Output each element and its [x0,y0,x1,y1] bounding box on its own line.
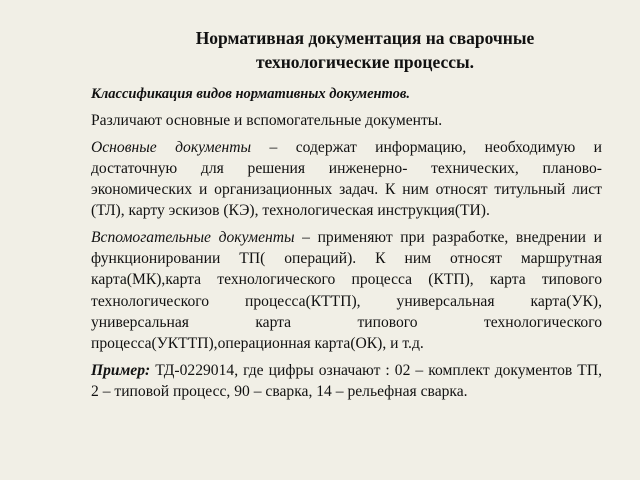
term-auxiliary-documents: Вспомогательные документы [91,228,295,246]
example-text: ТД-0229014, где цифры означают : 02 – комплект документов ТП, 2 – типовой процесс, 90 – сварка, 14 – рельефная сварка. [91,361,602,400]
main-documents-text: – содержат информацию, необходимую и достаточную для решения инженерно- технических, планово-экономических и организационных задач. К ним относят титульный лист (ТЛ), карту эскизов (КЭ), технологическая инструкция(ТИ). [91,138,603,220]
term-main-documents: Основные документы [91,138,252,156]
title-line-2: технологические процессы. [255,52,475,72]
slide-title [150,26,580,74]
auxiliary-documents-text: – применяют при разработке, внедрении и функционировании ТП( операций). К ним относят маршрутная карта(МК),карта технологического процесса (КТП), карта типового технологического процесса(КТТП), универсальная карта(УК), универсальная карта типового технологического процесса(УКТТП),операционная карта(ОК), и т.д. [91,228,602,353]
paragraph-main-documents [91,137,602,222]
paragraph-document-types: Различают основные и вспомогательные документы. [91,112,443,130]
paragraph-example [91,360,602,403]
term-example: Пример: [91,361,151,379]
paragraph-auxiliary-documents [91,227,602,355]
classification-subheading: Классификация видов нормативных документов. [91,86,410,102]
slide-body [91,84,602,407]
title-line-1: Нормативная документация на сварочные [195,28,535,48]
